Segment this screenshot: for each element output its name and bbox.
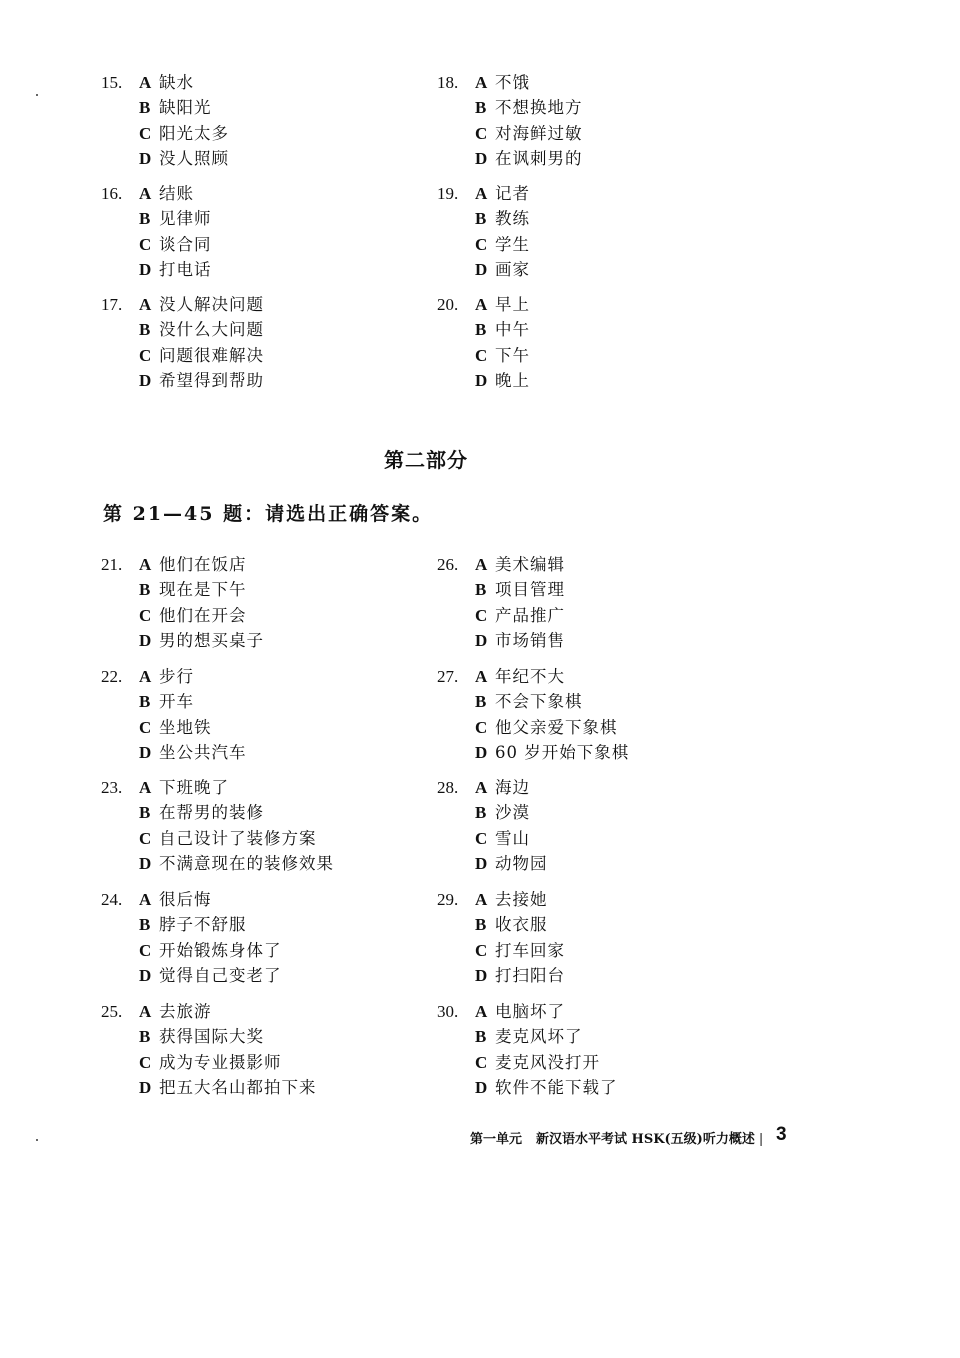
option-text: 现在是下午	[159, 580, 247, 600]
option-letter: B	[475, 692, 487, 712]
question-number: 30.	[437, 1002, 459, 1021]
option-text: 教练	[495, 209, 530, 229]
option-letter: D	[139, 853, 152, 873]
option-text: 开始锻炼身体了	[159, 940, 282, 960]
option-text: 打扫阳台	[495, 965, 565, 985]
option-letter: B	[475, 803, 487, 823]
option-letter: C	[139, 605, 152, 625]
question-22	[101, 664, 247, 765]
option-letter: D	[139, 1077, 152, 1097]
option-letter: B	[139, 1027, 151, 1047]
option-letter: C	[475, 940, 488, 960]
option-letter: C	[139, 123, 152, 143]
option-letter: B	[475, 98, 487, 118]
option-text: 记者	[495, 184, 530, 203]
option-text: 获得国际大奖	[159, 1027, 264, 1047]
option-text: 没人解决问题	[159, 295, 264, 314]
question-23	[101, 775, 334, 876]
option-letter: A	[139, 184, 152, 203]
option-letter: A	[475, 295, 488, 314]
option-letter: B	[139, 320, 151, 340]
option-text: 不想换地方	[495, 98, 583, 118]
option-text: 他们在饭店	[159, 555, 247, 574]
section-instructions: 第 21—45 题：请选出正确答案。	[103, 503, 434, 525]
option-text: 对海鲜过敏	[495, 123, 583, 143]
option-letter: D	[139, 148, 152, 168]
option-text: 坐地铁	[159, 717, 212, 737]
option-letter: D	[139, 965, 152, 985]
option-letter: C	[475, 828, 488, 848]
option-text: 成为专业摄影师	[159, 1052, 282, 1072]
option-text: 他们在开会	[159, 605, 247, 625]
option-text: 问题很难解决	[159, 345, 264, 365]
option-letter: B	[139, 209, 151, 229]
option-text: 没什么大问题	[159, 320, 264, 340]
option-text: 觉得自己变老了	[159, 965, 282, 985]
option-text: 坐公共汽车	[159, 742, 247, 762]
question-29	[437, 887, 565, 988]
option-text: 下班晚了	[159, 778, 229, 797]
option-letter: C	[475, 345, 488, 365]
option-letter: D	[475, 1077, 488, 1097]
option-text: 没人照顾	[159, 148, 229, 168]
option-text: 早上	[495, 295, 530, 314]
question-number: 26.	[437, 555, 459, 574]
option-letter: D	[475, 370, 488, 390]
option-text: 产品推广	[495, 605, 565, 625]
page-number: 3	[776, 1124, 787, 1145]
question-19	[437, 181, 530, 282]
footer-title: 新汉语水平考试 HSK(五级)听力概述	[536, 1132, 755, 1147]
option-letter: B	[139, 803, 151, 823]
scan-speck	[36, 1139, 38, 1141]
option-text: 在讽刺男的	[495, 148, 583, 168]
question-number: 25.	[101, 1002, 123, 1021]
option-text: 收衣服	[495, 915, 548, 935]
question-15	[101, 70, 229, 171]
option-letter: D	[475, 853, 488, 873]
option-letter: B	[139, 580, 151, 600]
option-text: 希望得到帮助	[159, 370, 264, 390]
option-letter: A	[475, 667, 488, 686]
option-letter: C	[475, 1052, 488, 1072]
option-letter: A	[139, 73, 152, 92]
option-text: 结账	[159, 184, 194, 203]
option-letter: A	[475, 778, 488, 797]
option-text: 开车	[159, 692, 194, 712]
option-letter: A	[475, 1002, 488, 1021]
option-text: 不饿	[495, 73, 530, 92]
option-text: 雪山	[495, 828, 530, 848]
option-text: 把五大名山都拍下来	[159, 1077, 317, 1097]
option-text: 项目管理	[495, 580, 565, 600]
option-text: 自己设计了装修方案	[159, 828, 317, 848]
option-text: 学生	[495, 234, 530, 254]
question-20	[437, 292, 530, 393]
option-text: 去接她	[495, 890, 548, 909]
option-text: 男的想买桌子	[159, 630, 264, 650]
footer-unit: 第一单元	[470, 1132, 523, 1147]
option-text: 缺水	[159, 73, 194, 92]
question-number: 23.	[101, 778, 123, 797]
question-26	[437, 552, 565, 653]
question-number: 29.	[437, 890, 459, 909]
option-letter: B	[475, 915, 487, 935]
option-text: 在帮男的装修	[159, 803, 264, 823]
option-text: 去旅游	[159, 1002, 212, 1021]
option-letter: C	[139, 717, 152, 737]
section-title: 第二部分	[384, 448, 468, 472]
option-letter: C	[475, 717, 488, 737]
option-letter: A	[475, 73, 488, 92]
option-letter: B	[139, 915, 151, 935]
option-text: 动物园	[495, 853, 548, 873]
option-text: 阳光太多	[159, 123, 229, 143]
option-letter: B	[139, 98, 151, 118]
option-letter: A	[139, 555, 152, 574]
option-letter: B	[139, 692, 151, 712]
question-number: 22.	[101, 667, 123, 686]
option-letter: B	[475, 580, 487, 600]
option-letter: A	[475, 555, 488, 574]
question-number: 15.	[101, 73, 123, 92]
option-letter: C	[139, 234, 152, 254]
option-text: 脖子不舒服	[159, 915, 247, 935]
option-letter: D	[475, 259, 488, 279]
option-text: 不满意现在的装修效果	[159, 853, 334, 873]
option-letter: D	[139, 259, 152, 279]
option-text: 年纪不大	[495, 667, 565, 686]
option-text: 麦克风没打开	[495, 1052, 600, 1072]
question-21	[101, 552, 264, 653]
question-30	[437, 999, 618, 1100]
option-letter: C	[475, 234, 488, 254]
option-letter: A	[139, 890, 152, 909]
question-27	[437, 664, 629, 765]
option-text: 麦克风坏了	[495, 1027, 583, 1047]
option-text: 晚上	[495, 370, 530, 390]
page-footer	[470, 1128, 763, 1147]
question-number: 19.	[437, 184, 459, 203]
option-letter: C	[475, 605, 488, 625]
option-text: 市场销售	[495, 630, 565, 650]
option-letter: B	[475, 1027, 487, 1047]
question-number: 18.	[437, 73, 459, 92]
question-number: 20.	[437, 295, 459, 314]
option-letter: D	[475, 630, 488, 650]
option-text: 电脑坏了	[495, 1002, 565, 1021]
option-text: 海边	[495, 778, 530, 797]
option-text: 步行	[159, 667, 194, 686]
option-text: 美术编辑	[495, 555, 565, 574]
option-text: 沙漠	[495, 803, 530, 823]
question-number: 24.	[101, 890, 123, 909]
option-text: 缺阳光	[159, 98, 212, 118]
option-letter: D	[139, 742, 152, 762]
option-text: 谈合同	[159, 234, 212, 254]
option-letter: D	[475, 148, 488, 168]
footer-separator: |	[758, 1132, 764, 1147]
option-text: 打车回家	[495, 940, 565, 960]
question-17	[101, 292, 264, 393]
question-25	[101, 999, 317, 1100]
option-letter: A	[475, 890, 488, 909]
question-24	[101, 887, 282, 988]
option-text: 他父亲爱下象棋	[495, 717, 618, 737]
question-number: 28.	[437, 778, 459, 797]
option-text: 下午	[495, 345, 530, 365]
option-text: 60 岁开始下象棋	[495, 742, 630, 762]
option-letter: A	[139, 778, 152, 797]
question-number: 27.	[437, 667, 459, 686]
option-letter: C	[139, 345, 152, 365]
option-letter: D	[475, 965, 488, 985]
option-letter: A	[139, 295, 152, 314]
option-letter: A	[475, 184, 488, 203]
option-letter: A	[139, 667, 152, 686]
option-letter: D	[475, 742, 488, 762]
scan-speck	[36, 94, 38, 96]
option-letter: D	[139, 630, 152, 650]
option-text: 见律师	[159, 209, 212, 229]
question-16	[101, 181, 212, 282]
option-text: 中午	[495, 320, 530, 340]
question-number: 16.	[101, 184, 123, 203]
option-letter: D	[139, 370, 152, 390]
option-text: 不会下象棋	[495, 692, 583, 712]
question-18	[437, 70, 583, 171]
question-number: 17.	[101, 295, 123, 314]
question-number: 21.	[101, 555, 123, 574]
option-text: 打电话	[159, 259, 212, 279]
option-letter: B	[475, 209, 487, 229]
option-letter: A	[139, 1002, 152, 1021]
option-letter: B	[475, 320, 487, 340]
option-letter: C	[139, 940, 152, 960]
question-28	[437, 775, 548, 876]
option-text: 很后悔	[159, 890, 212, 909]
option-letter: C	[139, 828, 152, 848]
option-text: 软件不能下载了	[495, 1077, 618, 1097]
option-text: 画家	[495, 259, 530, 279]
option-letter: C	[139, 1052, 152, 1072]
option-letter: C	[475, 123, 488, 143]
